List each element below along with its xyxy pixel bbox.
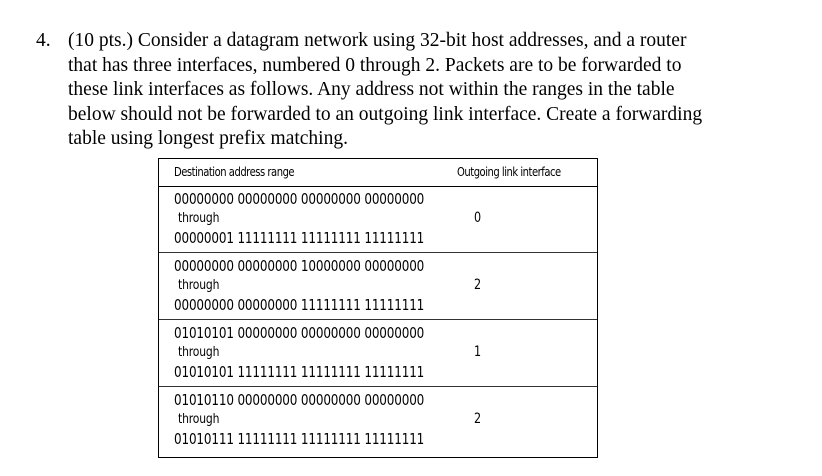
- question-line: that has three interfaces, numbered 0 through 2. Packets are to be forwarded to: [68, 54, 682, 76]
- range-end: 01010111 11111111 11111111 11111111: [174, 430, 425, 448]
- table-row: [159, 320, 597, 387]
- range-start: 01010101 00000000 00000000 00000000: [174, 324, 425, 342]
- table-row: [159, 253, 597, 320]
- interface-number: 2: [474, 277, 482, 293]
- forwarding-range-table: [158, 158, 598, 458]
- interface-number: 1: [474, 344, 482, 360]
- range-start: 01010110 00000000 00000000 00000000: [174, 391, 425, 409]
- range-through: through: [178, 277, 220, 293]
- range-start: 00000000 00000000 00000000 00000000: [174, 190, 425, 208]
- range-end: 00000001 11111111 11111111 11111111: [174, 229, 425, 247]
- table-row: [159, 387, 597, 457]
- table-header: [159, 159, 597, 187]
- interface-number: 2: [474, 411, 482, 427]
- question-line: (10 pts.) Consider a datagram network using 32-bit host addresses, and a router: [68, 30, 687, 51]
- question-line: table using longest prefix matching.: [68, 128, 348, 149]
- question-line: these link interfaces as follows. Any address not within the ranges in the table: [68, 79, 675, 100]
- question-line: below should not be forwarded to an outgoing link interface. Create a forwarding: [68, 103, 703, 125]
- range-through: through: [178, 344, 220, 360]
- range-start: 00000000 00000000 10000000 00000000: [174, 257, 425, 275]
- range-through: through: [178, 210, 220, 226]
- header-outgoing-interface: Outgoing link interface: [457, 164, 561, 179]
- range-end: 00000000 00000000 11111111 11111111: [174, 296, 425, 314]
- range-through: through: [178, 411, 220, 427]
- question-number: 4.: [36, 30, 51, 51]
- header-destination-range: Destination address range: [174, 164, 295, 179]
- range-end: 01010101 11111111 11111111 11111111: [174, 363, 425, 381]
- interface-number: 0: [474, 210, 482, 226]
- table-row: [159, 186, 597, 253]
- question-text: [68, 29, 806, 152]
